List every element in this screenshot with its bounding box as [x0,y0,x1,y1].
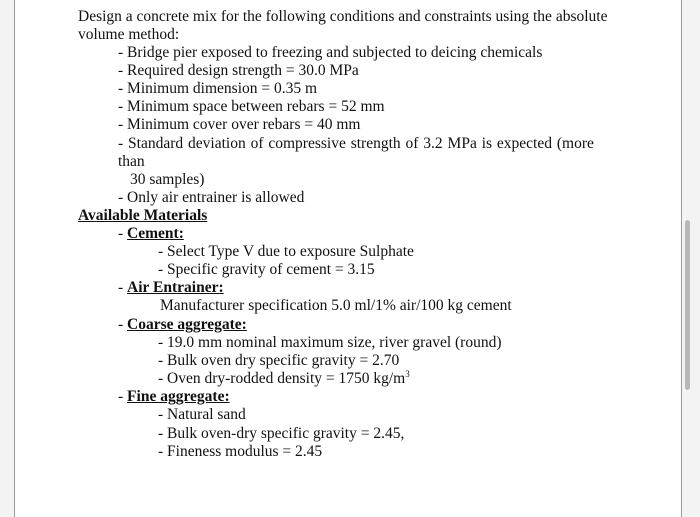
coarse-dash: - [118,316,128,333]
fine-gravity: - Bulk oven-dry specific gravity = 2.45, [158,425,405,442]
air-label: Air Entrainer: [127,279,224,296]
materials-heading: Available Materials [78,207,208,224]
condition-std-dev-cont: than [118,153,145,170]
coarse-gravity: - Bulk oven dry specific gravity = 2.70 [158,352,400,369]
fine-label: Fine aggregate: [127,388,230,405]
intro-line-2: volume method: [78,26,180,43]
fine-dash: - [118,388,128,405]
intro-line-1: Design a concrete mix for the following conditions and constraints using the absolute [78,8,608,25]
condition-rebar-spacing: - Minimum space between rebars = 52 mm [118,98,385,115]
fine-modulus: - Fineness modulus = 2.45 [158,443,323,460]
coarse-heading [118,316,247,334]
condition-std-dev-samples: 30 samples) [130,171,205,188]
condition-min-dimension: - Minimum dimension = 0.35 m [118,80,318,97]
condition-cover: - Minimum cover over rebars = 40 mm [118,116,361,133]
cement-dash: - [118,225,128,242]
air-spec: Manufacturer specification 5.0 ml/1% air/100 kg cement [160,297,512,314]
air-heading [118,279,224,297]
cement-gravity: - Specific gravity of cement = 3.15 [158,261,375,278]
cement-type: - Select Type V due to exposure Sulphate [158,243,414,260]
vertical-scrollbar[interactable] [685,220,690,390]
cement-label: Cement: [127,225,184,242]
coarse-density-text: - Oven dry-rodded density = 1750 kg/m [158,370,406,387]
cement-heading [118,225,184,243]
condition-strength: - Required design strength = 30.0 MPa [118,62,359,79]
coarse-size: - 19.0 mm nominal maximum size, river gravel (round) [158,334,502,351]
condition-air-only: - Only air entrainer is allowed [118,189,305,206]
air-dash: - [118,279,128,296]
coarse-label: Coarse aggregate: [127,316,247,333]
coarse-density-sup: 3 [405,369,410,379]
fine-heading [118,388,230,406]
fine-type: - Natural sand [158,406,246,423]
condition-exposure: - Bridge pier exposed to freezing and subjected to deicing chemicals [118,44,543,61]
coarse-density [158,370,410,388]
condition-std-dev: - Standard deviation of compressive strength of 3.2 MPa is expected (more [118,135,594,152]
